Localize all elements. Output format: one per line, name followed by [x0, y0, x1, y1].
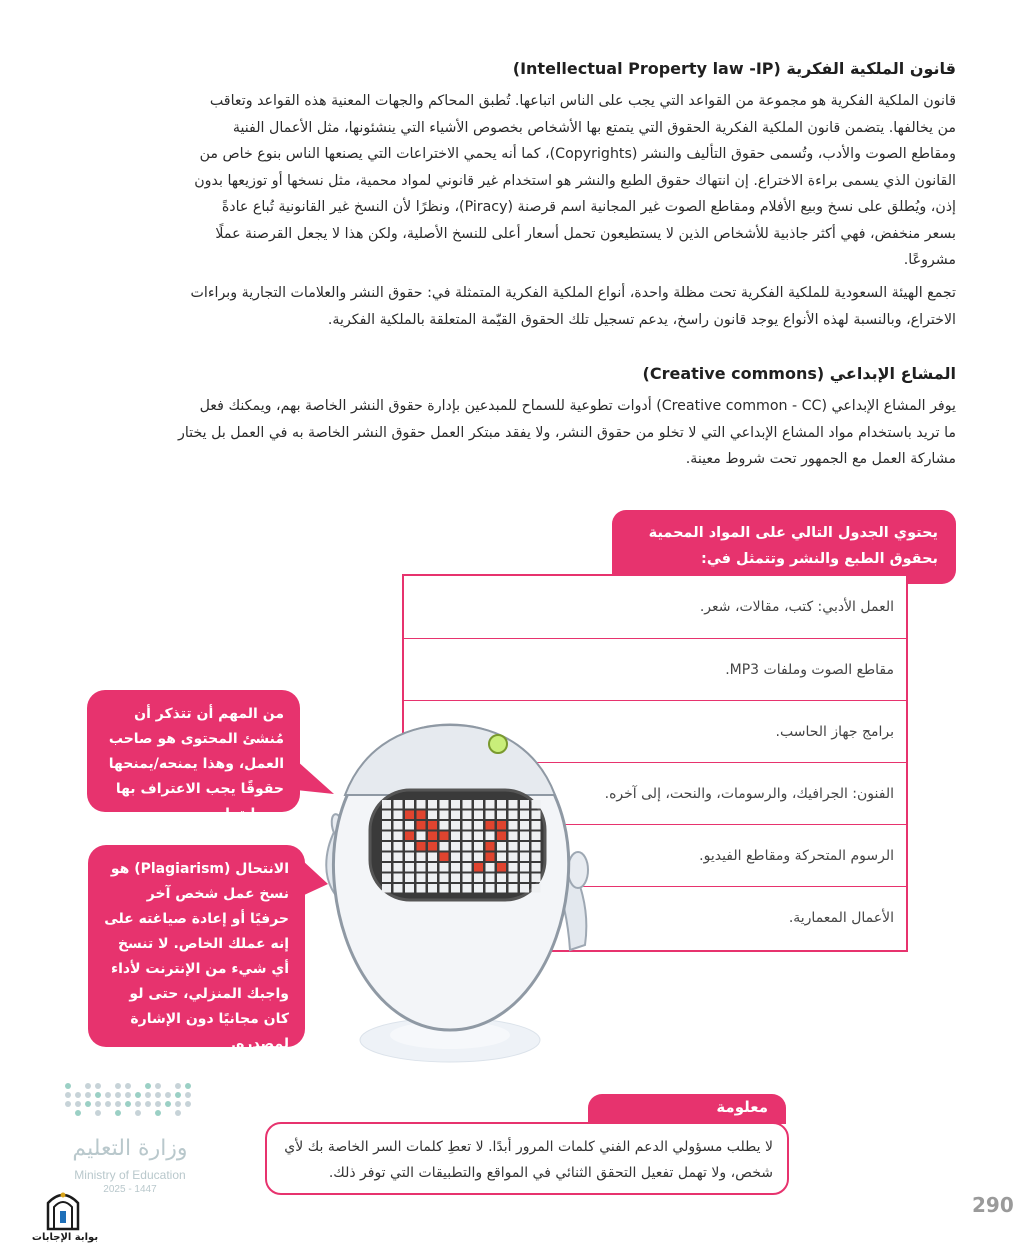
robot-illustration [300, 710, 620, 1070]
visor-pixel [440, 874, 449, 883]
visor-pixel [474, 874, 483, 883]
visor-pixel [509, 800, 518, 809]
logo-dot [85, 1101, 91, 1107]
section1-heading: قانون الملكية الفكرية (Intellectual Property law -IP) [512, 59, 956, 78]
visor-pixel [440, 884, 449, 893]
p2-line-1: تجمع الهيئة السعودية للملكية الفكرية تحت مظلة واحدة، أنواع الملكية الفكرية المتمثلة في: حقوق النشر والعلامات التجارية وبراءات [190, 285, 956, 301]
logo-dot [175, 1101, 181, 1107]
logo-dot [175, 1083, 181, 1089]
visor-pixel [532, 800, 541, 809]
table-row: الأعمال المعمارية. [404, 886, 906, 948]
visor-pixel [463, 863, 472, 872]
visor-pixel [405, 842, 414, 851]
section1-paragraph1 [76, 88, 956, 274]
visor-pixel [474, 800, 483, 809]
visor-pixel [405, 800, 414, 809]
logo-dot [155, 1083, 161, 1089]
visor-pixel [532, 863, 541, 872]
visor-pixel [428, 853, 437, 862]
ministry-year: 2025 - 1447 [103, 1184, 157, 1195]
logo-dot [185, 1092, 191, 1098]
visor-pixel [497, 832, 506, 841]
visor-pixel [474, 832, 483, 841]
callout-tail [302, 860, 332, 900]
visor-pixel [440, 832, 449, 841]
visor-pixel [394, 874, 403, 883]
visor-pixel [417, 874, 426, 883]
visor-pixel [428, 832, 437, 841]
s2-line-3: مشاركة العمل مع الجمهور تحت شروط معينة. [685, 451, 956, 467]
logo-dot [95, 1083, 101, 1089]
visor-pixel [382, 832, 391, 841]
p1-line-1: قانون الملكية الفكرية هو مجموعة من القواعد التي يجب على الناس اتباعها. تُطبق المحاكم والجهات المعنية هذه القواعد وتعاقب [209, 93, 956, 109]
visor-pixel [509, 874, 518, 883]
visor-pixel [440, 853, 449, 862]
visor-pixel [532, 821, 541, 830]
visor-pixel [520, 800, 529, 809]
visor-pixel [405, 832, 414, 841]
visor-pixel [428, 884, 437, 893]
logo-dot [95, 1092, 101, 1098]
visor-pixel [520, 811, 529, 820]
visor-pixel [486, 842, 495, 851]
logo-dot [115, 1101, 121, 1107]
visor-pixel [417, 853, 426, 862]
visor-pixel [394, 884, 403, 893]
p1-line-2: من يخالفها. يتضمن قانون الملكية الفكرية الحقوق التي يتمتع بها الأشخاص بخصوص الأشياء التي ينشئونها، مثل الأعمال الفنية [232, 119, 956, 136]
visor-pixel [451, 874, 460, 883]
visor-pixel [474, 863, 483, 872]
visor-pixel [532, 853, 541, 862]
logo-dot [125, 1083, 131, 1089]
visor-pixel [417, 832, 426, 841]
visor-pixel [394, 811, 403, 820]
visor-pixel [451, 800, 460, 809]
logo-dot [185, 1083, 191, 1089]
visor-pixel [428, 811, 437, 820]
visor-pixel [451, 884, 460, 893]
visor-pixel [532, 811, 541, 820]
logo-dot [115, 1083, 121, 1089]
logo-dot [135, 1110, 141, 1116]
visor-pixel [417, 821, 426, 830]
table-row: الرسوم المتحركة ومقاطع الفيديو. [404, 824, 906, 886]
section2-paragraph [76, 393, 956, 473]
ministry-name-ar: وزارة التعليم [72, 1136, 188, 1161]
logo-dot [105, 1092, 111, 1098]
visor-pixel [497, 853, 506, 862]
visor-pixel [509, 853, 518, 862]
visor-pixel [463, 832, 472, 841]
visor-pixel [440, 842, 449, 851]
ministry-name-en: Ministry of Education [74, 1168, 186, 1182]
visor-pixel [428, 842, 437, 851]
logo-dot [125, 1101, 131, 1107]
visor-pixel [451, 863, 460, 872]
visor-pixel [382, 853, 391, 862]
visor-pixel [405, 853, 414, 862]
visor-pixel [405, 884, 414, 893]
visor-pixel [417, 811, 426, 820]
p1-line-6: بسعر منخفض، فهي أكثر جاذبية للأشخاص الذين لا يستطيعون تحمل أسعار أعلى للنسخ الأصلية، ولكن هذا لا يجعل القرصنة عملًا [215, 225, 956, 242]
logo-dot [165, 1092, 171, 1098]
visor-pixel [520, 874, 529, 883]
callout-creator-rights: من المهم أن تتذكر أن مُنشئ المحتوى هو صاحب العمل، وهذا يمنحه/يمنحها حقوقًا يجب الاعتراف بها وحمايتها. [87, 690, 300, 812]
visor-pixel [497, 884, 506, 893]
visor-pixel [382, 821, 391, 830]
visor-pixel [417, 800, 426, 809]
visor-pixel [428, 863, 437, 872]
visor-pixel [520, 821, 529, 830]
visor-pixel [497, 800, 506, 809]
visor-pixel [474, 884, 483, 893]
logo-dot [85, 1092, 91, 1098]
visor-pixel [440, 800, 449, 809]
s2-line-1: يوفر المشاع الإبداعي (Creative common - CC) أدوات تطوعية للسماح للمبدعين بإدارة حقوق النشر الخاصة بهم، ويمكنك فعل [199, 398, 956, 414]
visor-pixel [474, 853, 483, 862]
logo-dot [135, 1101, 141, 1107]
p1-line-3: ومقاطع الصوت والأدب، وتُسمى حقوق التأليف والنشر (Copyrights)، كما أنه يحمي الاختراعات التي يصنعها الناس بنوع خاص من [199, 146, 956, 162]
site-label: بوابة الإجابات [31, 1232, 99, 1243]
visor-pixel [497, 821, 506, 830]
visor-pixel [474, 811, 483, 820]
logo-dot [115, 1110, 121, 1116]
visor-pixel [394, 800, 403, 809]
visor-pixel [486, 874, 495, 883]
visor-pixel [417, 863, 426, 872]
visor-pixel [394, 863, 403, 872]
p1-line-7: مشروعًا. [903, 252, 956, 268]
visor-pixel [474, 842, 483, 851]
table-row: برامج جهاز الحاسب. [404, 700, 906, 762]
visor-pixel [532, 884, 541, 893]
visor-pixel [382, 842, 391, 851]
visor-pixel [428, 874, 437, 883]
visor-pixel [382, 800, 391, 809]
visor-pixel [382, 863, 391, 872]
visor-pixel [405, 821, 414, 830]
visor-pixel [509, 821, 518, 830]
p2-line-2: الاختراع، وبالنسبة لهذه الأنواع يوجد قانون راسخ، يدعم تسجيل تلك الحقوق القيّمة المتعلقة بالملكية الفكرية. [327, 311, 956, 328]
s2-line-2: ما تريد باستخدام مواد المشاع الإبداعي التي لا تخلو من حقوق النشر، ولا يفقد مبتكر العمل حقوق النشر الخاصة به في العمل بل يختار [178, 424, 956, 441]
logo-dot [115, 1092, 121, 1098]
visor-pixel [394, 842, 403, 851]
visor-pixel [463, 800, 472, 809]
logo-dot [185, 1101, 191, 1107]
visor-pixel [463, 842, 472, 851]
p1-line-5: إذن، ويُطلق على نسخ وبيع الأفلام ومقاطع الصوت غير المجانية اسم قرصنة (Piracy)، ونظرًا لأن النسخ غير القانونية تُباع عادةً [221, 199, 956, 215]
logo-dot [95, 1110, 101, 1116]
visor-pixel [382, 811, 391, 820]
table-row: مقاطع الصوت وملفات MP3. [404, 638, 906, 700]
logo-dot [155, 1110, 161, 1116]
visor-pixel [509, 863, 518, 872]
visor-pixel [486, 832, 495, 841]
logo-dot [145, 1092, 151, 1098]
visor-pixel [497, 842, 506, 851]
visor-pixel [463, 874, 472, 883]
visor-pixel [486, 811, 495, 820]
ministry-dots-logo [60, 1080, 200, 1120]
visor-pixel [428, 800, 437, 809]
site-badge-icon [40, 1185, 86, 1231]
visor-pixel [428, 821, 437, 830]
visor-pixel [509, 842, 518, 851]
visor-pixel [440, 863, 449, 872]
visor-pixel [451, 821, 460, 830]
visor-pixel [405, 863, 414, 872]
table-header: يحتوي الجدول التالي على المواد المحمية بحقوق الطبع والنشر وتتمثل في: [612, 510, 956, 584]
visor-pixel [486, 884, 495, 893]
visor-pixel [486, 853, 495, 862]
logo-dot [65, 1083, 71, 1089]
section2-heading: المشاع الإبداعي (Creative commons) [642, 364, 956, 383]
logo-dot [65, 1092, 71, 1098]
visor-pixel [405, 874, 414, 883]
visor-pixel [463, 853, 472, 862]
table-row: العمل الأدبي: كتب، مقالات، شعر. [699, 599, 894, 615]
visor-pixel [440, 811, 449, 820]
visor-pixel [382, 884, 391, 893]
logo-dot [65, 1101, 71, 1107]
logo-dot [85, 1083, 91, 1089]
visor-pixel [451, 842, 460, 851]
logo-dot [125, 1092, 131, 1098]
logo-dot [135, 1092, 141, 1098]
visor-pixel [451, 853, 460, 862]
logo-dot [105, 1101, 111, 1107]
visor-pixel [394, 821, 403, 830]
visor-pixel [509, 832, 518, 841]
table-row: الفنون: الجرافيك، والرسومات، والنحت، إلى آخره. [404, 762, 906, 824]
visor-pixel [497, 811, 506, 820]
visor-pixel [532, 832, 541, 841]
visor-pixel [451, 811, 460, 820]
visor-pixel [417, 884, 426, 893]
visor-pixel [520, 884, 529, 893]
visor-pixel [520, 863, 529, 872]
visor-pixel [394, 832, 403, 841]
visor-pixel [417, 842, 426, 851]
logo-dot [75, 1092, 81, 1098]
visor-pixel [520, 832, 529, 841]
visor-pixel [509, 811, 518, 820]
section1-paragraph2 [76, 280, 956, 333]
visor-pixel [463, 811, 472, 820]
visor-pixel [532, 842, 541, 851]
page-number: 290 [972, 1193, 1014, 1217]
visor-pixel [520, 842, 529, 851]
visor-pixel [486, 800, 495, 809]
logo-dot [155, 1101, 161, 1107]
visor-pixel [520, 853, 529, 862]
visor-pixel [463, 884, 472, 893]
logo-dot [75, 1101, 81, 1107]
logo-dot [145, 1083, 151, 1089]
logo-dot [95, 1101, 101, 1107]
info-box: لا يطلب مسؤولي الدعم الفني كلمات المرور أبدًا. لا تعطِ كلمات السر الخاصة بك لأي شخص، ولا تهمل تفعيل التحقق الثنائي في المواقع والتطبيقات التي توفر ذلك. [265, 1122, 789, 1195]
visor-pixel [405, 811, 414, 820]
callout-tail [296, 760, 336, 800]
logo-dot [175, 1092, 181, 1098]
visor-pixel [394, 853, 403, 862]
callout-plagiarism: الانتحال (Plagiarism) هو نسخ عمل شخص آخر حرفيًا أو إعادة صياغته على إنه عملك الخاص. لا تنسخ أي شيء من الإنترنت لأداء واجبك المنزلي، حتى لو كان مجانيًا دون الإشارة لمصدره. [88, 845, 305, 1047]
visor-pixel [486, 863, 495, 872]
visor-pixel [451, 832, 460, 841]
visor-pixel [382, 874, 391, 883]
logo-dot [75, 1110, 81, 1116]
p1-line-4: القانون الذي يسمى براءة الاختراع. إن انتهاك حقوق الطبع والنشر هو استخدام غير قانوني لمواد محمية، مثل نسخها أو توزيعها بدون [194, 172, 956, 189]
logo-dot [155, 1092, 161, 1098]
visor-pixel [497, 863, 506, 872]
visor-pixel [532, 874, 541, 883]
logo-dot [165, 1101, 171, 1107]
visor-pixel [497, 874, 506, 883]
visor-pixel [463, 821, 472, 830]
logo-dot [175, 1110, 181, 1116]
logo-dot [145, 1101, 151, 1107]
info-title: معلومة [588, 1094, 786, 1124]
visor-pixel [440, 821, 449, 830]
visor-pixel [486, 821, 495, 830]
visor-pixel [474, 821, 483, 830]
visor-pixel [509, 884, 518, 893]
